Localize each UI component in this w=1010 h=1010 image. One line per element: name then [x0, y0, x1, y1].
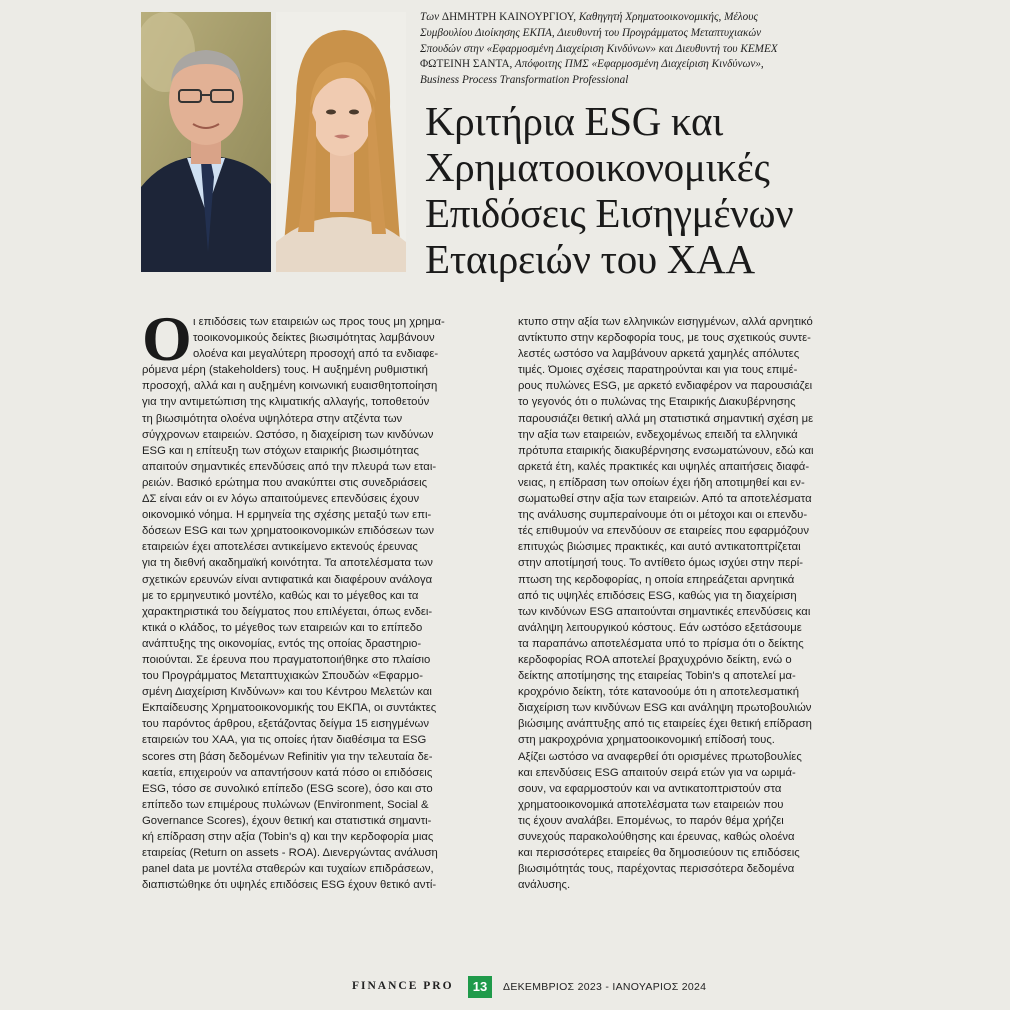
text-line: ανάλυσης.: [518, 879, 571, 892]
author-name: ΦΩΤΕΙΝΗ ΣΑΝΤΑ,: [420, 58, 513, 71]
text-line: του παρόντος άρθρου, εξετάζοντας δείγμα 15 εισηγμένων: [142, 718, 430, 731]
byline-line: ΦΩΤΕΙΝΗ ΣΑΝΤΑ, Απόφοιτης ΠΜΣ «Εφαρμοσμένη Διαχείριση Κινδύνων»,: [420, 58, 764, 71]
article-column-2: [518, 314, 868, 893]
text-line: των κινδύνων ESG απαιτούνται σημαντικές επενδύσεις και: [518, 605, 811, 618]
text-line: Εκπαίδευσης Χρηματοοικονομικής του ΕΚΠΑ, οι συντάκτες: [142, 702, 437, 715]
text-line: ESG και η επίτευξη των στόχων εταιρικής βιωσιμότητας: [142, 444, 419, 457]
text-line: απαιτούν σημαντικές επενδύσεις από την πλευρά των εται-: [142, 460, 437, 473]
title-line: Χρηματοοικονομικές: [425, 144, 770, 190]
text-line: ανάπτυξης της οικονομίας, εντός της οποίας δραστηριο-: [142, 637, 422, 650]
byline-line: Των ΔΗΜΗΤΡΗ ΚΑΙΝΟΥΡΓΙΟΥ, Καθηγητή Χρηματοοικονομικής, Μέλους: [420, 11, 758, 23]
article-column-1: [142, 303, 497, 893]
text-line: τα παραπάνω αποτελέσματα υπό το πρίσμα ότι ο δείκτης: [518, 637, 804, 650]
text-line: διαχείριση των κινδύνων ESG και ανάληψη πρωτοβουλιών: [518, 702, 812, 715]
magazine-brand: FINANCE PRO: [352, 980, 454, 992]
text-line: βιώσιμης ανάπτυξης από τις εταιρείες έχει θετική επίδραση: [518, 718, 812, 731]
text-line: ESG, τόσο σε συνολικό επίπεδο (ESG score), όσο και στο: [142, 782, 433, 795]
text-line: κτικά ο κλάδος, το μέγεθος των εταιρειών και το επίπεδο: [142, 621, 423, 634]
text-line: βιωσιμότητάς τους, παρέχοντας περισσότερα δεδομένα: [518, 863, 795, 876]
text-line: κτυπο στην αξία των ελληνικών εισηγμένων, αλλά αρνητικό: [518, 316, 813, 328]
text-line: για την αντιμετώπιση της κλιματικής αλλαγής, τοποθετούν: [142, 396, 430, 409]
text-line: με το ερμηνευτικό μοντέλο, καθώς και το μέγεθος και τα: [142, 589, 419, 602]
author-photo-kainourgios: [141, 12, 271, 272]
author-photo-santa: [276, 12, 406, 272]
text-line: κροχρόνιο δείκτη, τότε κατανοούμε ότι η αποτελεσματική: [518, 686, 799, 699]
title-line: Επιδόσεις Εισηγμένων: [425, 190, 794, 236]
text-line: χρηματοοικονομικά αποτελέσματα των εταιρειών που: [518, 798, 784, 811]
text-line: σχετικών ερευνών είναι αντιφατικά και διαφέρουν ανάλογα: [142, 573, 433, 586]
text-line: εταιρείας (Return on assets - ROA). Διενεργώντας ανάλυση: [142, 847, 438, 860]
text-line: ρους πυλώνες ESG, με αρκετό ενδιαφέρον να παρουσιάζει: [518, 380, 813, 393]
text-line: ρόμενα μέρη (stakeholders) τους. Η αυξημένη ρυθμιστική: [142, 364, 428, 377]
article-title: [425, 98, 865, 282]
text-line: αρκετά έτη, καλές πρακτικές και υψηλές απαιτήσεις διαφά-: [518, 460, 810, 473]
text-line: σουν, να εφαρμοστούν και να αντικατοπτριστούν στα: [518, 782, 782, 795]
text-line: Αξίζει ωστόσο να αναφερθεί ότι ορισμένες πρωτοβουλίες: [518, 750, 802, 763]
text-line: τές επιθυμούν να επενδύουν σε εταιρείες που εφαρμόζουν: [518, 525, 809, 538]
text-line: τοοικονομικούς δείκτες βιωσιμότητας λαμβάνουν: [193, 332, 435, 345]
text-line: συνεχούς παρακολούθησης και έρευνας, καθώς ολοένα: [518, 831, 795, 843]
text-line: του Προγράμματος Μεταπτυχιακών Σπουδών «Εφαρμο-: [142, 670, 423, 683]
text-line: της ανάλυσης συμπεραίνουμε ότι οι μέτοχοι και οι επενδυ-: [518, 509, 808, 522]
title-line: Κριτήρια ESG και: [425, 98, 723, 144]
text-line: πτωση της κερδοφορίας, η οποία επηρεάζεται αρνητικά: [518, 573, 795, 586]
text-line: εταιρειών έχει αποτελέσει αντικείμενο εκτενούς έρευνας: [142, 541, 418, 554]
text-line: panel data με μοντέλα σταθερών και τυχαίων επιδράσεων,: [142, 863, 434, 876]
text-line: δόσεων ESG και των χρηματοοικονομικών επιδόσεων των: [142, 525, 434, 538]
text-line: ολοένα και μεγαλύτερη προσοχή από τα ενδιαφε-: [193, 348, 439, 361]
byline-line: Σπουδών στην «Εφαρμοσμένη Διαχείριση Κινδύνων» και Διευθυντή του ΚΕΜΕΧ: [420, 42, 778, 55]
text-line: σωματωθεί στην αξία των εταιρειών. Από τα αποτελέσματα: [518, 493, 812, 506]
text-line: οικονομικό νόημα. Η ερμηνεία της σχέσης μεταξύ των επι-: [142, 509, 432, 522]
text-line: δείκτης αποτίμησης της εταιρείας Tobin's q αποτελεί μα-: [518, 670, 796, 683]
issue-date: ΔΕΚΕΜΒΡΙΟΣ 2023 - ΙΑΝΟΥΑΡΙΟΣ 2024: [503, 981, 707, 993]
text-line: και περισσότερες εταιρείες θα δημοσιεύουν τις επιδόσεις: [518, 847, 800, 860]
text-line: νειας, η επίδραση των οποίων έχει ήδη αποτιμηθεί και εν-: [518, 476, 805, 489]
byline: [420, 10, 875, 89]
text-line: ι επιδόσεις των εταιρειών ως προς τους μη χρημα-: [193, 316, 445, 328]
text-line: για τη διεθνή ακαδημαϊκή κοινότητα. Τα αποτελέσματα των: [142, 557, 433, 570]
text-line: καετία, επιχειρούν να απαντήσουν κατά πόσο οι επιδόσεις: [142, 766, 433, 779]
text-line: αντίκτυπο στην κερδοφορία τους, με τους σχετικούς συντε-: [518, 332, 811, 345]
text-line: στη μακροχρόνια χρηματοοικονομική επίδοσή τους.: [518, 734, 775, 747]
page-footer: [0, 975, 1010, 999]
text-line: λεστές ωστόσο να λαμβάνουν αρκετά χαμηλές απόλυτες: [518, 348, 800, 361]
text-line: την αξία των εταιρειών, ενδεχομένως επειδή τα ελληνικά: [518, 428, 798, 441]
text-line: ρειών. Βασικό ερώτημα που ανακύπτει στις συνεδριάσεις: [142, 476, 428, 489]
text-line: χαρακτηριστικά του δείγματος που επιλέγεται, όπως ενδει-: [142, 605, 433, 618]
text-line: τιμές. Όμοιες σχέσεις παρατηρούνται και για τους επιμέ-: [518, 364, 798, 377]
text-line: scores στη βάση δεδομένων Refinitiv για την τελευταία δε-: [142, 750, 433, 763]
text-line: τις έχουν αναλάβει. Επομένως, το παρόν θέμα χρήζει: [518, 814, 784, 827]
drop-cap: Ο: [142, 303, 192, 374]
text-line: επίπεδο των επιμέρους πυλώνων (Environment, Social &: [142, 798, 429, 811]
text-line: κερδοφορίας ROA αποτελεί βραχυχρόνιο δείκτη, ενώ ο: [518, 653, 792, 666]
text-line: προσοχή, αλλά και η αυξημένη κοινωνική ευαισθητοποίηση: [142, 380, 438, 393]
text-line: εταιρειών του ΧΑΑ, για τις οποίες ήταν διαθέσιμα τα ESG: [142, 734, 427, 747]
text-line: και επενδύσεις ESG απαιτούν σειρά ετών για να ωριμά-: [518, 766, 796, 779]
text-line: διαπιστώθηκε ότι υψηλές επιδόσεις ESG έχουν θετικό αντί-: [142, 879, 437, 892]
author-name: ΔΗΜΗΤΡΗ ΚΑΙΝΟΥΡΓΙΟΥ,: [441, 11, 577, 23]
title-line: Εταιρειών του ΧΑΑ: [425, 236, 755, 282]
text-line: τη βιωσιμότητα ολοένα υψηλότερα στην ατζέντα των: [142, 412, 403, 425]
text-line: ποιούνται. Σε έρευνα που πραγματοποιήθηκε στο πλαίσιο: [142, 653, 431, 666]
byline-line: Συμβουλίου Διοίκησης ΕΚΠΑ, Διευθυντή του Προγράμματος Μεταπτυχιακών: [420, 26, 762, 39]
text-line: πρότυπα εταιρικής διακυβέρνησης ενσωματώνουν, εδώ και: [518, 444, 814, 457]
text-line: Governance Scores), έχουν θετική και στατιστικά σημαντι-: [142, 814, 432, 827]
text-line: ΔΣ είναι εάν οι εν λόγω απαιτούμενες επενδύσεις έχουν: [142, 493, 420, 506]
text-line: σμένη Διαχείριση Κινδύνων» και του Κέντρου Μελετών και: [142, 686, 432, 699]
text-line: παρουσιάζει θετική αλλά μη στατιστικά σημαντική σχέση με: [518, 412, 814, 425]
text-line: σύγχρονων εταιρειών. Ωστόσο, η διαχείριση των κινδύνων: [142, 428, 434, 441]
text-line: ανάληψη λειτουργικού κόστους. Εάν ωστόσο εξετάσουμε: [518, 621, 802, 634]
byline-line: Business Process Transformation Professional: [420, 74, 629, 87]
text-line: επιτυχώς βιώσιμες πρακτικές, και αυτό αντικατοπτρίζεται: [518, 541, 801, 554]
text-line: το γεγονός ότι ο πυλώνας της Εταιρικής Διακυβέρνησης: [518, 396, 796, 409]
text-line: στην αποτίμησή τους. Το αντίθετο όμως ισχύει στην περί-: [518, 557, 804, 570]
text-line: κή επίδραση στην αξία (Tobin's q) και την κερδοφορία μιας: [142, 831, 434, 843]
text-line: από τις υψηλές επιδόσεις ESG, καθώς για τη διαχείριση: [518, 589, 797, 602]
page-number: 13: [468, 976, 492, 998]
